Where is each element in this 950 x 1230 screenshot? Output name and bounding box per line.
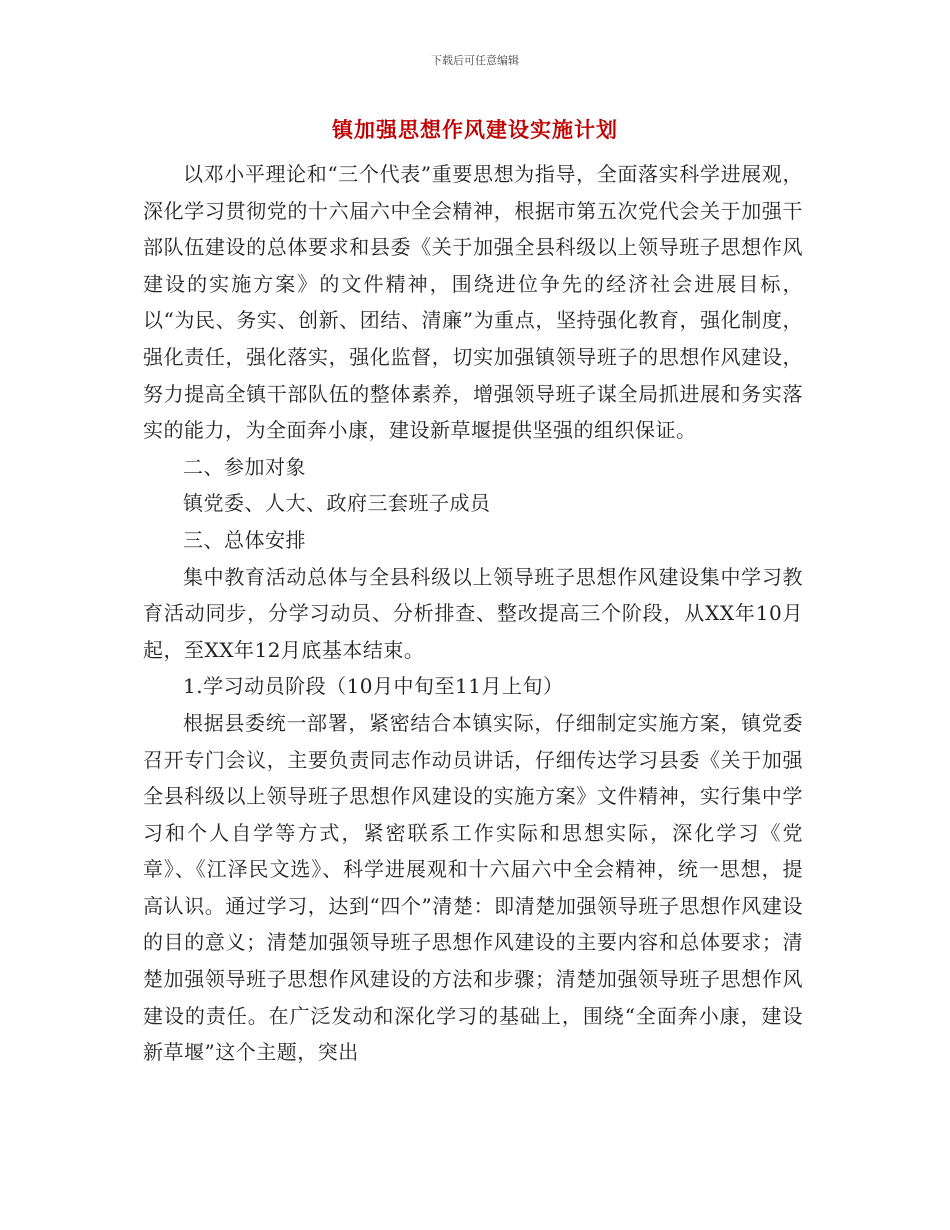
section-heading-arrangement: 三、总体安排 <box>183 527 306 552</box>
body-paragraph-arrangement: 集中教育活动总体与全县科级以上领导班子思想作风建设集中学习教育活动同步，分学习动员、分析排查、整改提高三个阶段，从XX年10月起，至XX年12月底基本结束。 <box>143 564 803 662</box>
document-title: 镇加强思想作风建设实施计划 <box>332 117 618 142</box>
subsection-heading-stage-1: 1.学习动员阶段（10月中旬至11月上旬） <box>183 674 564 699</box>
body-paragraph-participants: 镇党委、人大、政府三套班子成员 <box>183 491 491 516</box>
body-paragraph-stage-1: 根据县委统一部署，紧密结合本镇实际，仔细制定实施方案，镇党委召开专门会议，主要负责同志作动员讲话，仔细传达学习县委《关于加强全县科级以上领导班子思想作风建设的实施方案》文件精神，实行集中学习和个人自学等方式，紧密联系工作实际和思想实际，深化学习《党章》、《江泽民文选》、科学进展观和十六届六中全会精神，统一思想，提高认识。通过学习，达到“四个”清楚：即清楚加强领导班子思想作风建设的目的意义；清楚加强领导班子思想作风建设的主要内容和总体要求；清楚加强领导班子思想作风建设的方法和步骤；清楚加强领导班子思想作风建设的责任。在广泛发动和深化学习的基础上，围绕“全面奔小康，建设新草堰”这个主题，突出 <box>143 710 803 1065</box>
section-heading-participants: 二、参加对象 <box>183 454 306 479</box>
body-paragraph-intro: 以邓小平理论和“三个代表”重要思想为指导，全面落实科学进展观，深化学习贯彻党的十六届六中全会精神，根据市第五次党代会关于加强干部队伍建设的总体要求和县委《关于加强全县科级以上领导班子思想作风建设的实施方案》的文件精神，围绕进位争先的经济社会进展目标，以“为民、务实、创新、团结、清廉”为重点，坚持强化教育，强化制度，强化责任，强化落实，强化监督，切实加强镇领导班子的思想作风建设，努力提高全镇干部队伍的整体素养，增强领导班子谋全局抓进展和务实落实的能力，为全面奔小康，建设新草堰提供坚强的组织保证。 <box>143 162 803 443</box>
header-note: 下载后可任意编辑 <box>431 54 519 67</box>
document-body <box>143 156 803 1071</box>
